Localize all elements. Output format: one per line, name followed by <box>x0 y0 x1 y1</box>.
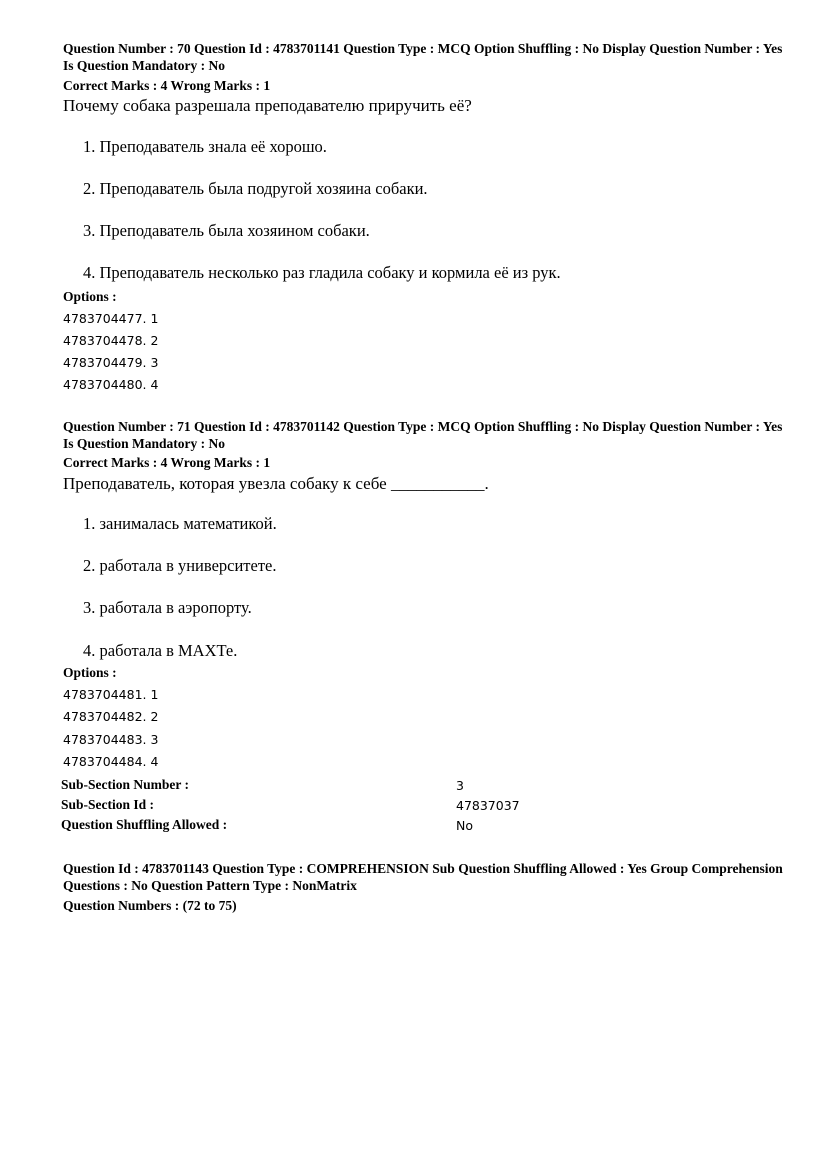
q70-choice-3: 3. Преподаватель была хозяином собаки. <box>83 221 370 240</box>
q71-marks: Correct Marks : 4 Wrong Marks : 1 <box>63 455 271 470</box>
q70-question-text: Почему собака разрешала преподавателю приручить её? <box>63 96 472 115</box>
question-shuffling-value: No <box>456 818 473 833</box>
comprehension-meta: Question Id : 4783701143 Question Type : COMPREHENSION Sub Question Shuffling Allowed : Yes Group Comprehension Questions : No Question Pattern Type : NonMatrix <box>63 861 783 893</box>
q71-choice-1: 1. занималась математикой. <box>83 514 277 533</box>
q70-choice-4: 4. Преподаватель несколько раз гладила собаку и кормила её из рук. <box>83 263 561 282</box>
q71-meta: Question Number : 71 Question Id : 4783701142 Question Type : MCQ Option Shuffling : No Display Question Number : Yes Is Question Mandatory : No <box>63 419 783 451</box>
q71-choice-3: 3. работала в аэропорту. <box>83 598 252 617</box>
q71-option-id-2: 4783704482. 2 <box>63 709 159 724</box>
q70-meta: Question Number : 70 Question Id : 4783701141 Question Type : MCQ Option Shuffling : No Display Question Number : Yes Is Question Mandatory : No <box>63 41 783 73</box>
subsection-id-label: Sub-Section Id : <box>61 797 155 812</box>
q70-option-id-2: 4783704478. 2 <box>63 333 159 348</box>
q71-choice-4: 4. работала в МАХТе. <box>83 641 238 660</box>
q70-choice-1: 1. Преподаватель знала её хорошо. <box>83 137 327 156</box>
q71-choice-2: 2. работала в университете. <box>83 556 277 575</box>
q71-options-label: Options : <box>63 665 117 680</box>
subsection-number-label: Sub-Section Number : <box>61 777 190 792</box>
q70-option-id-4: 4783704480. 4 <box>63 377 159 392</box>
q70-option-id-1: 4783704477. 1 <box>63 311 159 326</box>
q70-option-id-3: 4783704479. 3 <box>63 355 159 370</box>
q70-choice-2: 2. Преподаватель была подругой хозяина собаки. <box>83 179 428 198</box>
q71-option-id-1: 4783704481. 1 <box>63 687 159 702</box>
question-shuffling-label: Question Shuffling Allowed : <box>61 817 228 832</box>
q71-option-id-4: 4783704484. 4 <box>63 754 159 769</box>
q70-options-label: Options : <box>63 289 117 304</box>
q71-question-text: Преподаватель, которая увезла собаку к себе ___________. <box>63 474 489 493</box>
q71-option-id-3: 4783704483. 3 <box>63 732 159 747</box>
subsection-id-value: 47837037 <box>456 798 520 813</box>
comprehension-question-numbers: Question Numbers : (72 to 75) <box>63 898 237 913</box>
subsection-number-value: 3 <box>456 778 464 793</box>
q70-marks: Correct Marks : 4 Wrong Marks : 1 <box>63 78 271 93</box>
